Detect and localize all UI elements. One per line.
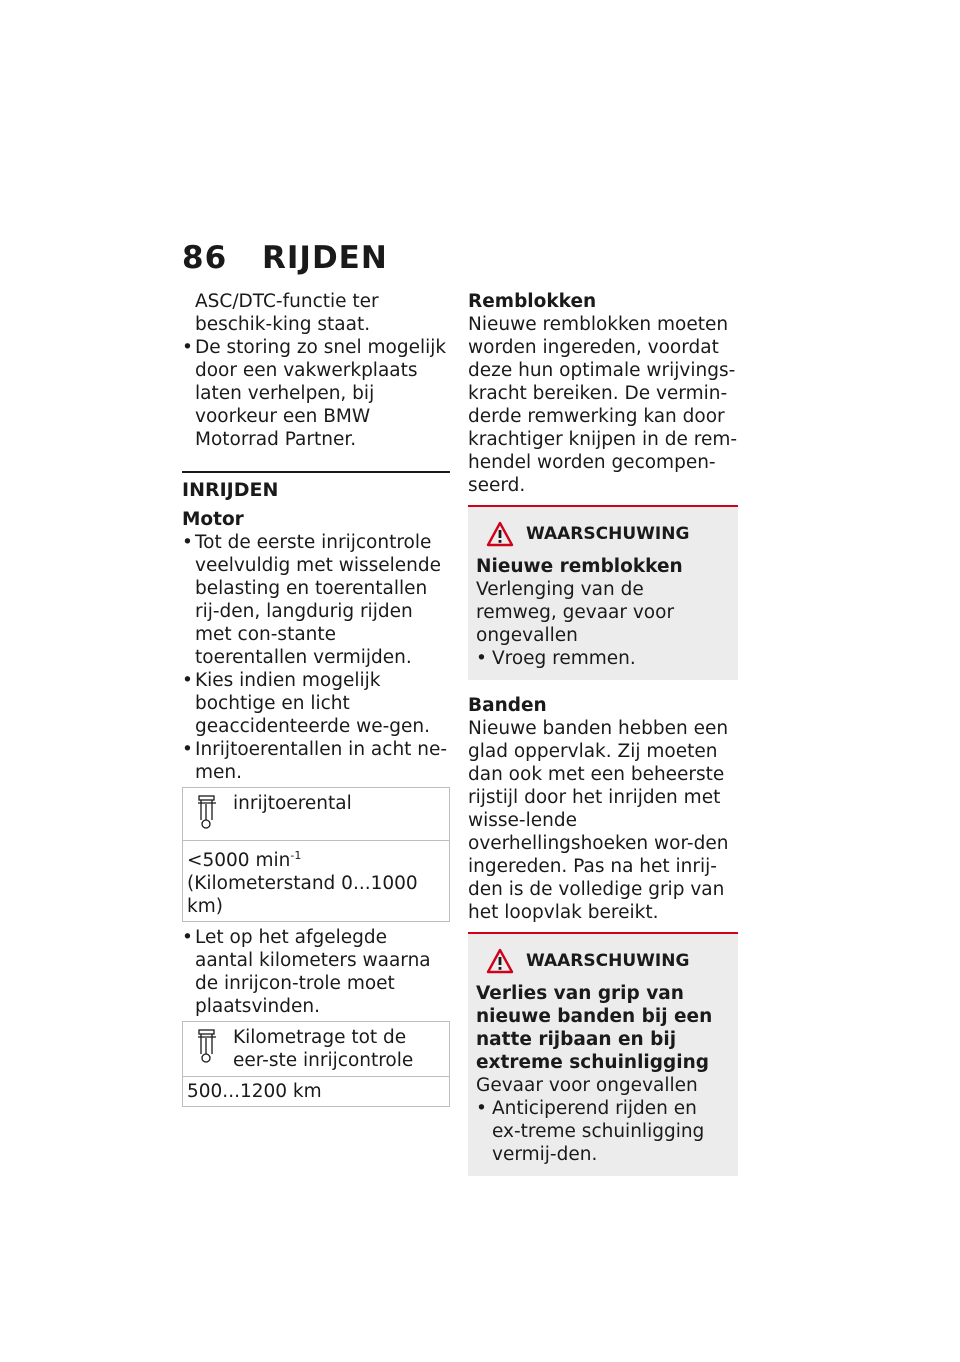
- warning-bullet-list: [476, 1097, 728, 1166]
- spec-label: Kilometrage tot de eer-ste inrijcontrole: [233, 1027, 414, 1072]
- warning-text: Gevaar voor ongevallen: [476, 1075, 698, 1096]
- list-item: • De storing zo snel mogelijk door een vakwerkplaats laten verhelpen, bij voorkeur een BMW Motorrad Partner.: [182, 336, 450, 451]
- page-header: [182, 240, 388, 276]
- warning-title-text: WAARSCHUWING: [526, 523, 690, 544]
- list-item: • Kies indien mogelijk bochtige en licht geaccidenteerde we-gen.: [182, 669, 450, 738]
- tires-text: Nieuwe banden hebben een glad oppervlak. Zij moeten dan ook met een beheerste rijstijl door het inrijden met wisse-lende overhellingshoeken wor-den ingereden. Pas na het inrij-den is de volledige grip van het loopvlak bereikt.: [468, 718, 729, 923]
- warning-box-tires: [468, 932, 738, 1176]
- warning-subtitle: Nieuwe remblokken: [476, 556, 683, 577]
- right-column: [468, 290, 738, 1176]
- bullet-list-top: [182, 336, 450, 451]
- spec-value: 500...1200 km: [187, 1081, 322, 1103]
- warning-title: [476, 521, 728, 547]
- list-item: • Vroeg remmen.: [476, 647, 728, 670]
- warning-triangle-icon: [486, 948, 514, 974]
- spec-value: <5000 $\min^{-1}$ (Kilometerstand 0...1000 km): [187, 849, 418, 918]
- engine-piston-icon: [183, 788, 233, 840]
- warning-box-brake-pads: [468, 505, 738, 680]
- warning-title: [476, 948, 728, 974]
- list-item: • Tot de eerste inrijcontrole veelvuldig met wisselende belasting en toerentallen rij-den, langdurig rijden met con-stante toerentallen vermijden.: [182, 531, 450, 669]
- motor-bullet-list: [182, 531, 450, 784]
- spec-header: [183, 788, 449, 841]
- brake-pads-heading: Remblokken: [468, 291, 597, 312]
- tires-heading: Banden: [468, 695, 547, 716]
- warning-text: Verlenging van de remweg, gevaar voor ongevallen: [476, 579, 675, 646]
- list-item: • Anticiperend rijden en ex-treme schuinligging vermij-den.: [476, 1097, 728, 1166]
- spec-table-break-in-rpm: [182, 787, 450, 922]
- page-number: 86: [182, 240, 228, 276]
- bullet-list-after: [182, 926, 450, 1018]
- warning-bullet-list: [476, 647, 728, 670]
- warning-triangle-icon: [486, 521, 514, 547]
- chapter-title: RIJDEN: [262, 240, 388, 276]
- warning-title-text: WAARSCHUWING: [526, 950, 690, 971]
- left-column: [182, 290, 450, 1111]
- motor-heading: Motor: [182, 509, 244, 530]
- section-title: INRIJDEN: [182, 471, 450, 502]
- engine-piston-icon: [183, 1022, 233, 1076]
- spec-label: inrijtoerental: [233, 793, 352, 814]
- spec-header: [183, 1022, 449, 1077]
- list-item: • Let op het afgelegde aantal kilometers waarna de inrijcon-trole moet plaatsvinden.: [182, 926, 450, 1018]
- continued-text: ASC/DTC-functie ter beschik-king staat.: [195, 291, 379, 335]
- list-item: • Inrijtoerentallen in acht ne-men.: [182, 738, 450, 784]
- spec-table-mileage: [182, 1021, 450, 1107]
- brake-pads-text: Nieuwe remblokken moeten worden ingereden, voordat deze hun optimale wrijvings-kracht bereiken. De vermin-derde remwerking kan door krachtiger knijpen in de rem-hendel worden gecompen-seerd.: [468, 314, 738, 496]
- warning-subtitle: Verlies van grip van nieuwe banden bij een natte rijbaan en bij extreme schuinligging: [476, 983, 713, 1073]
